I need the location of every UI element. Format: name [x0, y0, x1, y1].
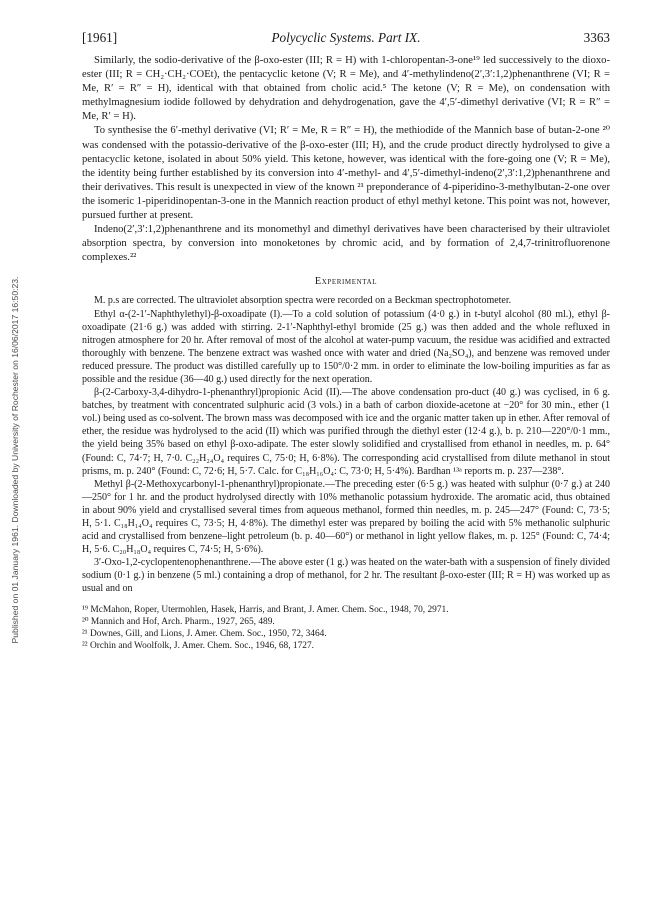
running-header	[82, 30, 610, 50]
footnote: ²¹ Downes, Gill, and Lions, J. Amer. Chem. Soc., 1950, 72, 3464.	[82, 628, 327, 639]
paragraph: β-(2-Carboxy-3,4-dihydro-1-phenanthryl)propionic Acid (II).—The above condensation pro-duct (40 g.) was cyclised, in 6 g. batches, by treatment with concentrated sulphuric acid (3 vols.) in a bath of carbon dioxide-acetone at −20° for 30 min., ether (1 vol.) being used as co-solvent. The brown mass was decomposed with ice and the organic matter taken up in ether. After removal of ether, the residue was hydrolysed to the acid (II) which was purified through the diethyl ester (12·4 g.), b. p. 210—220°/0·1 mm., the yield being 35% based on ethyl β-oxo-adipate. The ester slowly solidified and crystallised from ethanol in needles, m. p. 64° (Found: C, 74·7; H, 7·0. C₂₂H₂₄O₄ requires C, 75·0; H, 6·8%). The corresponding acid crystallised from dilute methanol in stout prisms, m. p. 240° (Found: C, 72·6; H, 5·7. Calc. for C₁₈H₁₆O₄: C, 73·0; H, 5·4%). Bardhan ¹³ᵃ reports m. p. 237—238°.	[82, 387, 610, 477]
page	[82, 30, 610, 652]
download-watermark-text: Published on 01 January 1961. Downloaded by University of Rochester on 16/06/2017 16:50:23.	[10, 276, 20, 644]
download-watermark	[10, 110, 22, 810]
paragraph: 3′-Oxo-1,2-cyclopentenophenanthrene.—The above ester (1 g.) was heated on the water-bath with a suspension of finely divided sodium (0·1 g.) in benzene (5 ml.) containing a drop of methanol, for 2 hr. The resultant β-oxo-ester (III; R = H) was worked up as usual and on	[82, 557, 610, 595]
paragraph: Indeno(2′,3′:1,2)phenanthrene and its monomethyl and dimethyl derivatives have been characterised by their ultraviolet absorption spectra, by conversion into monoketones by chromic acid, and by formation of 2,4,7-trinitrofluorenone complexes.²²	[82, 224, 610, 264]
footnote: ¹⁹ McMahon, Roper, Utermohlen, Hasek, Harris, and Brant, J. Amer. Chem. Soc., 1948, 70, 2971.	[82, 604, 449, 615]
footnote: ²⁰ Mannich and Hof, Arch. Pharm., 1927, 265, 489.	[82, 616, 275, 627]
paragraph: M. p.s are corrected. The ultraviolet absorption spectra were recorded on a Beckman spectrophotometer.	[94, 295, 512, 307]
body-text	[82, 54, 610, 265]
paragraph: To synthesise the 6′-methyl derivative (VI; R′ = Me, R = R″ = H), the methiodide of the Mannich base of butan-2-one ²⁰ was condensed with the potassio-derivative of the β-oxo-ester (III; H), and the crude product directly hydrolysed to give a pentacyclic ketone, isolated in about 50% yield. This ketone, however, was identical with the fore-going one (V; R = Me), the identity being further established by its conversion into 4′-methyl- and 4′,5′-dimethyl-indeno(2′,3′:1,2)phenanthrene and their derivatives. This result is unexpected in view of the known ²¹ preponderance of 4-piperidino-3-methylbutan-2-one over the isomeric 1-piperidinopentan-3-one in the Mannich reaction product of ethyl methyl ketone. This point was not, however, pursued further at present.	[82, 125, 610, 222]
experimental-section	[82, 294, 610, 595]
header-title: Polycyclic Systems. Part IX.	[271, 30, 421, 45]
footnote: ²² Orchin and Woolfolk, J. Amer. Chem. Soc., 1946, 68, 1727.	[82, 640, 315, 651]
footnotes	[82, 604, 610, 652]
paragraph: Methyl β-(2-Methoxycarbonyl-1-phenanthryl)propionate.—The preceding ester (6·5 g.) was heated with sulphur (0·7 g.) at 240—250° for 1 hr. and the product hydrolysed directly with 10% methanolic potassium hydroxide. The aromatic acid, thus obtained in about 90% yield and crystallised several times from aqueous methanol, formed thin needles, m. p. 245—247° (Found: C, 73·5; H, 5·1. C₁₈H₁₄O₄ requires C, 73·5; H, 4·8%). The dimethyl ester was prepared by boiling the acid with 5% methanolic sulphuric acid and crystallised from benzene–light petroleum (b. p. 40—60°) or methanol in light yellow flakes, m. p. 125° (Found: C, 74·4; H, 5·6. C₂₀H₁₈O₄ requires C, 74·5; H, 5·6%).	[82, 478, 610, 556]
section-heading: Experimental	[314, 276, 378, 288]
header-page-number: 3363	[583, 30, 610, 45]
header-year: [1961]	[82, 30, 118, 45]
paragraph: Similarly, the sodio-derivative of the β-oxo-ester (III; R = H) with 1-chloropentan-3-one¹⁹ led successively to the dioxo-ester (III; R = CH₂·CH₂·COEt), the pentacyclic ketone (V; R = Me), and 4′-methylindeno(2′,3′:1,2)phenanthrene (VI; R = Me, R′ = R″ = H), identical with that obtained from cholic acid.⁵ The ketone (V; R = Me), on condensation with methylmagnesium iodide followed by dehydration and dehydrogenation, gave the 4′,5′-dimethyl derivative (VI; R = R″ = Me, R′ = H).	[82, 55, 610, 123]
paragraph: Ethyl α-(2-1′-Naphthylethyl)-β-oxoadipate (I).—To a cold solution of potassium (4·0 g.) in t-butyl alcohol (80 ml.), ethyl β-oxoadipate (21·6 g.) was added with stirring. 2-1′-Naphthyl-ethyl bromide (25 g.) was then added and the whole refluxed in nitrogen atmosphere for 20 hr. After removal of most of the alcohol at water-pump vacuum, the residue was acidified and extracted thoroughly with benzene. The benzene extract was washed once with water and dried (Na₂SO₄), and benzene was removed under reduced pressure. The product was distilled carefully up to 150°/0·2 mm. in order to eliminate the low-boiling impurities as far as possible and the residue (36—40 g.) used directly for the next operation.	[82, 308, 610, 385]
